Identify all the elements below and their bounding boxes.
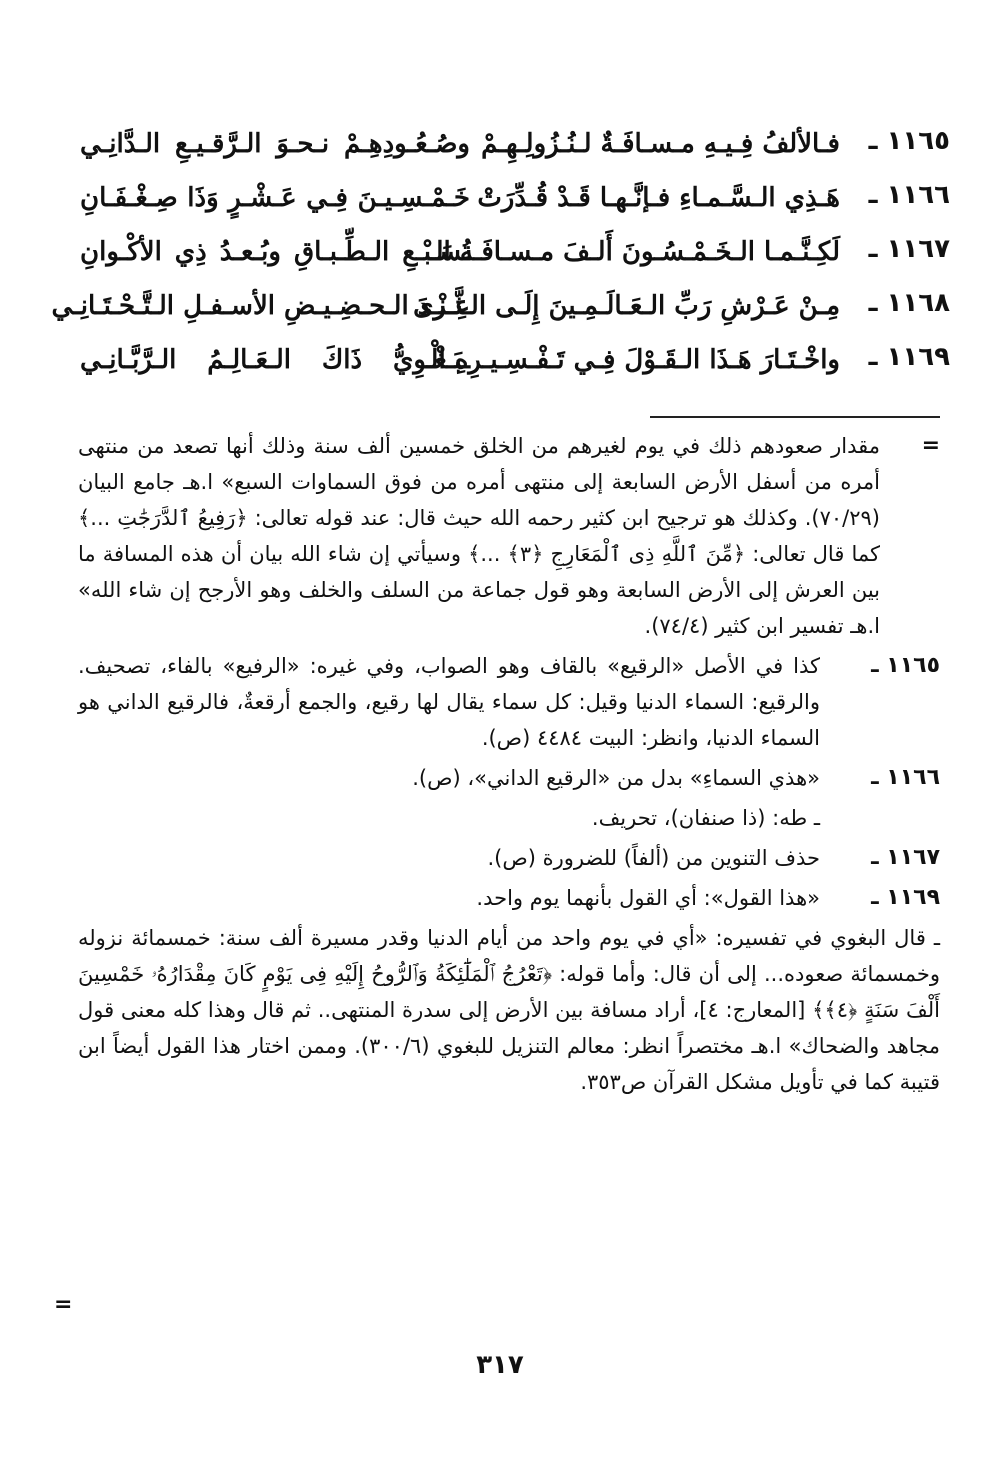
footnote-text: ـ قال البغوي في تفسيره: «أي في يوم واحد من أيام الدنيا وقدر مسيرة ألف سنة: خمسمائة نزوله وخمسمائة صعوده... إلى أن قال: وأما قوله: ﴿تَعْرُجُ ٱلْمَلَٰٓئِكَةُ وَٱلرُّوحُ إِلَيْهِ فِى يَوْمٍ كَانَ مِقْدَارُهُۥ خَمْسِينَ أَلْفَ سَنَةٍ ﴿٤﴾﴾ [المعارج: ٤]، أراد مسافة بين الأرض إلى سدرة المنتهى.. ثم قال وهذا كله معنى قول مجاهد والضحاك» ا.هـ مختصراً انظر: معالم التنزيل للبغوي (٣٠٠/٦). وممن اختار هذا القول أيضاً ابن قتيبة كما في تأويل مشكل القرآن ص٣٥٣.: [78, 926, 941, 1094]
verse: [80, 172, 950, 226]
verse-number: ١١٦٦ ـ: [868, 180, 950, 210]
footnote-text: مقدار صعودهم ذلك في يوم لغيرهم من الخلق خمسين ألف سنة وذلك أنها تصعد من منتهى أمره من أسفل الأرض السابعة إلى منتهى أمره من فوق السماوات السبع» ا.هـ جامع البيان (٧٠/٢٩). وكذلك هو ترجيح ابن كثير رحمه الله حيث قال: عند قوله تعالى: ﴿رَفِيعُ ٱلدَّرَجَٰتِ ...﴾ كما قال تعالى: ﴿مِّنَ ٱللَّهِ ذِى ٱلْمَعَارِجِ ﴿٣﴾ ...﴾ وسيأتي إن شاء الله بيان أن هذه المسافة ما بين العرش إلى الأرض السابعة وهو قول جماعة من السلف والخلف وهو الأرجح إن شاء الله» ا.هـ تفسير ابن كثير (٧٤/٤).: [78, 434, 880, 638]
footnote-text: كذا في الأصل «الرقيع» بالقاف وهو الصواب، وفي غيره: «الرفيع» بالفاء، تصحيف. والرقيع: السماء الدنيا وقيل: كل سماء يقال لها رقيع، والجمع أرقعةٌ، فالرقيع الداني هو السماء الدنيا، وانظر: البيت ٤٤٨٤ (ص).: [78, 654, 820, 750]
verse: [80, 334, 950, 388]
verse-first-hemistich: مِـنْ عَـرْشِ رَبِّ الـعَـالَـمِـينَ إِلَـى الـثَّـرى: [413, 291, 840, 321]
verse-number: ١١٦٧ ـ: [868, 234, 950, 264]
footnote-text: «هذي السماءِ» بدل من «الرقيع الداني»، (ص).: [412, 766, 820, 790]
footnote-1166-sub: [78, 800, 940, 836]
verse-second-hemistich: عِـنْـدَ الـحـضِـيـضِ الأسـفـلِ الـتَّـحْـتَـانِـي: [51, 291, 470, 321]
verse-number: ١١٦٥ ـ: [868, 126, 950, 156]
footnote-continuation: [78, 428, 940, 644]
verse-first-hemistich: هَـذِي الـسَّـمـاءِ فـإنَّـهـا قَـدْ قُـدِّرَتْ: [477, 183, 840, 213]
footnote-1165: [78, 648, 940, 756]
footnote-text: «هذا القول»: أي القول بأنهما يوم واحد.: [476, 886, 820, 910]
footnote-1166: [78, 760, 940, 796]
verse-first-hemistich: واخْـتَـارَ هَـذَا الـقَـوْلَ فِـي تَـفْـسِـيـرِهِ الْـ: [422, 345, 840, 375]
verse: [80, 118, 950, 172]
verse-first-hemistich: لَكِـنَّـمـا الـخَـمْـسُـونَ أَلـفَ مـسـافَـةُ الـ: [428, 237, 840, 267]
poem-block: [51, 118, 950, 388]
verse-number: ١١٦٩ ـ: [868, 342, 950, 372]
footnote-number: ١١٦٧ ـ: [871, 845, 940, 870]
footnote-1169-continued: [78, 920, 940, 1100]
verse: [80, 226, 950, 280]
verse-number: ١١٦٨ ـ: [868, 288, 950, 318]
verse: [51, 280, 950, 334]
footnotes-block: [78, 428, 940, 1104]
verse-first-hemistich: فـالألفُ فِـيـهِ مـسـافَـةٌ لـنُـزُولِـهِـمْ: [481, 129, 840, 159]
footnote-text: حذف التنوين من (ألفاً) للضرورة (ص).: [487, 846, 820, 870]
footnote-number: ١١٦٦ ـ: [871, 765, 940, 790]
verse-second-hemistich: ـسَـبْـعِ الـطِّـبـاقِ وبُـعـدُ ذِي الأكْـوانِ: [80, 237, 470, 267]
footnote-number: ١١٦٩ ـ: [871, 885, 940, 910]
verse-second-hemistich: وصُـعُـودِهِـمْ نـحـوَ الـرَّقـيـعِ الـدَّانِـي: [80, 129, 470, 159]
footnote-text: ـ طه: (ذا صنفان)، تحريف.: [591, 806, 820, 830]
footnote-1167: [78, 840, 940, 876]
continuation-mark: =: [921, 433, 940, 458]
page-number: ٣١٧: [476, 1350, 524, 1380]
footnote-number: ١١٦٥ ـ: [871, 653, 940, 678]
verse-second-hemistich: ـبَـغْـوِيُّ ذَاكَ الـعَـالِـمُ الـرَّبَّـانِـي: [80, 345, 470, 375]
footnote-1169: [78, 880, 940, 916]
footnote-separator: [650, 416, 940, 418]
continuation-mark-end: =: [54, 1292, 73, 1317]
verse-second-hemistich: خَـمْـسِـيـنَ فِـي عَـشْـرٍ وَذَا صِـغْـفَـانِ: [80, 183, 470, 213]
